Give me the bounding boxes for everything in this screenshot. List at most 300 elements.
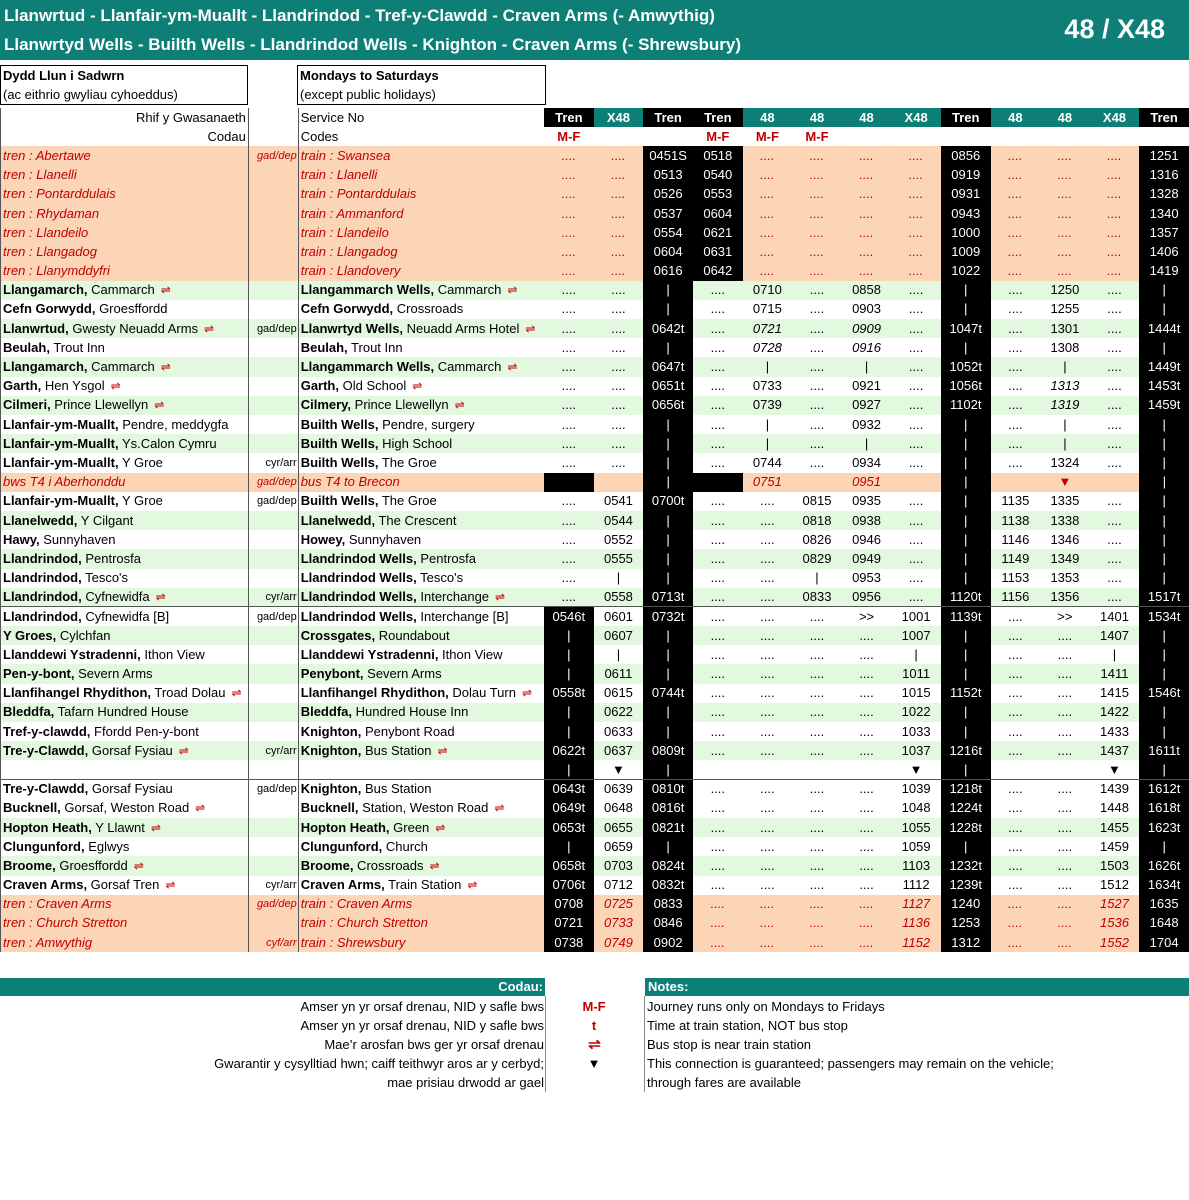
stop-place-welsh: Cylchfan [56, 627, 111, 643]
stop-name-welsh [1, 415, 249, 434]
time-cell: .... [743, 645, 793, 664]
time-cell: .... [743, 626, 793, 645]
time-cell: .... [891, 549, 941, 568]
time-cell: 0558t [544, 684, 594, 703]
time-cell: 0829 [792, 549, 842, 568]
stop-code [248, 166, 298, 185]
stop-row [1, 722, 1189, 741]
stop-place-english: Prince Llewellyn [351, 397, 449, 413]
stop-name-welsh [1, 760, 249, 779]
time-cell: .... [693, 876, 743, 895]
time-cell: .... [842, 856, 892, 875]
stop-town-welsh: Y Groes, [3, 627, 57, 643]
time-cell: 1001 [891, 607, 941, 626]
time-cell: .... [1090, 492, 1140, 511]
time-cell: 1546t [1139, 684, 1189, 703]
time-cell: 1634t [1139, 876, 1189, 895]
time-cell: 1338 [1040, 511, 1090, 530]
time-cell: | [1139, 626, 1189, 645]
time-cell: 0653t [544, 818, 594, 837]
stop-name-welsh [1, 645, 249, 664]
time-cell [792, 473, 842, 492]
time-cell: 0622 [594, 703, 644, 722]
time-cell: .... [891, 166, 941, 185]
stop-code: gad/dep [248, 492, 298, 511]
time-cell: .... [891, 415, 941, 434]
stop-row [1, 281, 1189, 300]
time-cell: .... [991, 722, 1041, 741]
service-number: X48 [891, 108, 941, 127]
stop-place-english: train : Ammanford [300, 205, 404, 221]
stop-name-welsh [1, 741, 249, 760]
legend-english: This connection is guaranteed; passengers may remain on the vehicle; [647, 1056, 1054, 1071]
stop-name-english [298, 262, 544, 281]
time-cell: | [1139, 837, 1189, 856]
time-cell: .... [743, 204, 793, 223]
stop-row [1, 319, 1189, 338]
stop-row [1, 933, 1189, 952]
stop-name-english [298, 588, 544, 607]
time-cell: .... [544, 185, 594, 204]
stop-name-welsh [1, 837, 249, 856]
time-cell [1090, 473, 1140, 492]
stop-name-english [298, 511, 544, 530]
time-cell: 1152t [941, 684, 991, 703]
time-cell: | [941, 473, 991, 492]
time-cell: .... [991, 453, 1041, 472]
stop-place-welsh: Gorsaf Fysiau [88, 742, 173, 758]
service-code-cell [248, 108, 298, 127]
time-cell: | [743, 357, 793, 376]
stop-row [1, 588, 1189, 607]
stop-place-welsh: Cammarch [87, 282, 155, 298]
stop-place-welsh: Eglwys [84, 838, 130, 854]
journey-code [1139, 127, 1189, 146]
rail-icon: ⇌ [454, 398, 464, 413]
time-cell: .... [891, 588, 941, 607]
stop-name-english [298, 933, 544, 952]
stop-name-english [298, 492, 544, 511]
time-cell: .... [1040, 204, 1090, 223]
stop-name-english [298, 876, 544, 895]
time-cell: | [941, 530, 991, 549]
time-cell: .... [842, 818, 892, 837]
time-cell: 1527 [1090, 895, 1140, 914]
time-cell [693, 473, 743, 492]
time-cell: .... [1090, 166, 1140, 185]
stop-name-english [298, 549, 544, 568]
time-cell: .... [1090, 511, 1140, 530]
time-cell: 0738 [544, 933, 594, 952]
rail-icon: ⇌ [588, 1036, 600, 1053]
time-cell: 0846 [643, 914, 693, 933]
stop-place-english: Interchange [B] [416, 608, 509, 624]
time-cell: .... [991, 856, 1041, 875]
time-cell: .... [693, 530, 743, 549]
time-cell: 0622t [544, 741, 594, 760]
time-cell: .... [544, 146, 594, 165]
stop-row [1, 549, 1189, 568]
time-cell [842, 760, 892, 779]
time-cell: | [842, 357, 892, 376]
stop-place-english: Penybont Road [361, 723, 455, 739]
journey-code [842, 127, 892, 146]
time-cell: .... [991, 281, 1041, 300]
stop-name-english [298, 607, 544, 626]
time-cell: .... [1090, 530, 1140, 549]
service-number: Tren [693, 108, 743, 127]
time-cell: | [941, 626, 991, 645]
time-cell: .... [842, 933, 892, 952]
time-cell: | [643, 415, 693, 434]
time-cell: | [743, 434, 793, 453]
time-cell: | [743, 415, 793, 434]
stop-name-welsh [1, 185, 249, 204]
time-cell: .... [743, 607, 793, 626]
time-cell: | [1040, 415, 1090, 434]
stop-place-welsh: Pendre, meddygfa [118, 416, 229, 432]
stop-place-english: train : Llangadog [300, 243, 398, 259]
time-cell: | [643, 549, 693, 568]
time-cell: .... [594, 377, 644, 396]
time-cell: 1448 [1090, 799, 1140, 818]
time-cell: .... [991, 818, 1041, 837]
stop-name-english [298, 357, 544, 376]
stop-town-english: Llanwrtyd Wells, [300, 320, 404, 336]
stop-place-welsh: Severn Arms [74, 666, 153, 682]
time-cell: .... [792, 645, 842, 664]
time-cell: .... [1090, 549, 1140, 568]
stop-town-english: Llanelwedd, [300, 512, 376, 528]
time-cell: | [1139, 281, 1189, 300]
stop-code [248, 799, 298, 818]
stop-place-welsh: tren : Abertawe [3, 147, 91, 163]
stop-code: cyr/arr [248, 741, 298, 760]
stop-name-welsh [1, 626, 249, 645]
time-cell: 0721 [544, 914, 594, 933]
stop-town-welsh: Llandrindod, [3, 589, 82, 605]
time-cell: .... [544, 300, 594, 319]
time-cell: 0604 [643, 242, 693, 261]
service-number: 48 [792, 108, 842, 127]
stop-row [1, 837, 1189, 856]
journey-code [941, 127, 991, 146]
time-cell: .... [991, 262, 1041, 281]
stop-name-english [298, 242, 544, 261]
time-cell: .... [792, 415, 842, 434]
time-cell [544, 473, 594, 492]
time-cell: 1316 [1139, 166, 1189, 185]
time-cell: .... [743, 856, 793, 875]
journey-code [1090, 127, 1140, 146]
stop-town-english: Craven Arms, [300, 877, 385, 893]
time-cell: >> [1040, 607, 1090, 626]
time-cell: 1415 [1090, 684, 1140, 703]
stop-name-english [298, 319, 544, 338]
stop-place-welsh: Tafarn Hundred House [54, 704, 189, 720]
time-cell: 0544 [594, 511, 644, 530]
stop-name-welsh [1, 664, 249, 683]
time-cell: .... [594, 166, 644, 185]
stop-code [248, 626, 298, 645]
stop-town-welsh: Llanwrtud, [3, 320, 69, 336]
time-cell: | [1139, 473, 1189, 492]
time-cell: .... [792, 895, 842, 914]
stop-town-welsh: Bucknell, [3, 800, 61, 816]
time-cell: .... [991, 799, 1041, 818]
stop-code: gad/dep [248, 607, 298, 626]
time-cell: .... [891, 338, 941, 357]
time-cell: .... [792, 434, 842, 453]
service-number: 48 [1040, 108, 1090, 127]
time-cell: 0604 [693, 204, 743, 223]
time-cell: 1048 [891, 799, 941, 818]
stop-town-welsh: Tre-y-Clawdd, [3, 781, 89, 797]
time-cell: 1250 [1040, 281, 1090, 300]
stop-row [1, 166, 1189, 185]
time-cell: 0513 [643, 166, 693, 185]
rail-icon: ⇌ [150, 820, 160, 835]
time-cell: 1007 [891, 626, 941, 645]
time-cell: .... [743, 703, 793, 722]
stop-place-welsh: Groesffordd [95, 301, 168, 317]
time-cell: 1353 [1040, 569, 1090, 588]
time-cell: | [891, 645, 941, 664]
time-cell: 0816t [643, 799, 693, 818]
time-cell: | [792, 569, 842, 588]
time-cell: .... [792, 166, 842, 185]
stop-town-english: Llandrindod Wells, [300, 550, 417, 566]
stop-place-english: Crossroads [353, 857, 424, 873]
stop-code [248, 300, 298, 319]
time-cell: 1232t [941, 856, 991, 875]
time-cell: 1000 [941, 223, 991, 242]
time-cell: .... [693, 914, 743, 933]
codes-code-cell [248, 127, 298, 146]
time-cell: | [941, 645, 991, 664]
time-cell: 0700t [643, 492, 693, 511]
stop-town-welsh: Hopton Heath, [3, 819, 92, 835]
stop-code [248, 262, 298, 281]
codes-label-welsh: Codau [1, 127, 249, 146]
time-cell: .... [792, 914, 842, 933]
time-cell: 0732t [643, 607, 693, 626]
stop-place-welsh: Ithon View [140, 646, 205, 662]
time-cell: 0932 [842, 415, 892, 434]
stop-town-english: Crossgates, [300, 627, 376, 643]
time-cell: 0537 [643, 204, 693, 223]
time-cell: .... [693, 511, 743, 530]
time-cell: 1022 [891, 703, 941, 722]
time-cell: 1357 [1139, 223, 1189, 242]
time-cell: .... [1040, 933, 1090, 952]
time-cell: .... [1040, 799, 1090, 818]
time-cell: | [941, 837, 991, 856]
stop-row [1, 242, 1189, 261]
time-cell: .... [544, 549, 594, 568]
time-cell: | [544, 722, 594, 741]
stop-name-english [298, 684, 544, 703]
time-cell: .... [842, 645, 892, 664]
stop-town-english: Builth Wells, [300, 454, 379, 470]
time-cell: 0749 [594, 933, 644, 952]
time-cell: .... [693, 453, 743, 472]
time-cell: .... [792, 357, 842, 376]
stop-name-welsh [1, 242, 249, 261]
time-cell: .... [842, 876, 892, 895]
rail-icon: ⇌ [525, 321, 535, 336]
time-cell: 0607 [594, 626, 644, 645]
time-cell: 1319 [1040, 396, 1090, 415]
time-cell: | [941, 760, 991, 779]
time-cell: .... [743, 223, 793, 242]
stop-row [1, 914, 1189, 933]
time-cell: .... [693, 281, 743, 300]
time-cell: .... [1040, 166, 1090, 185]
stop-place-welsh: Y Groe [118, 493, 163, 509]
time-cell: 0655 [594, 818, 644, 837]
rail-icon: ⇌ [507, 283, 517, 298]
time-cell: .... [991, 895, 1041, 914]
time-cell: .... [743, 837, 793, 856]
time-cell: .... [842, 166, 892, 185]
time-cell: .... [743, 588, 793, 607]
stop-name-welsh [1, 262, 249, 281]
time-cell: 0715 [743, 300, 793, 319]
time-cell: .... [693, 549, 743, 568]
stop-row [1, 664, 1189, 683]
time-cell: .... [743, 569, 793, 588]
legend-row [0, 1035, 1189, 1054]
stop-code [248, 837, 298, 856]
stop-name-welsh [1, 530, 249, 549]
stop-name-welsh [1, 856, 249, 875]
time-cell: .... [544, 530, 594, 549]
time-cell: .... [842, 626, 892, 645]
connection-row [1, 760, 1189, 779]
legend-code: M-F [582, 999, 606, 1014]
time-cell: 1112 [891, 876, 941, 895]
time-cell: .... [1090, 300, 1140, 319]
time-cell: .... [743, 684, 793, 703]
stop-town-english: Llandrindod Wells, [300, 570, 417, 586]
time-cell: .... [991, 703, 1041, 722]
codes-label-english: Codes [298, 127, 544, 146]
service-number: 48 [991, 108, 1041, 127]
stop-code: cyr/arr [248, 876, 298, 895]
stop-place-welsh: tren : Rhydaman [3, 205, 100, 221]
stop-name-welsh [1, 146, 249, 165]
stop-row [1, 511, 1189, 530]
time-cell: 0832t [643, 876, 693, 895]
stop-place-english: Interchange [416, 589, 490, 605]
stop-code: gad/dep [248, 319, 298, 338]
time-cell: | [941, 511, 991, 530]
time-cell: | [643, 703, 693, 722]
time-cell: | [643, 760, 693, 779]
time-cell: .... [991, 780, 1041, 799]
time-cell: 1052t [941, 357, 991, 376]
time-cell: 1503 [1090, 856, 1140, 875]
time-cell: 0616 [643, 262, 693, 281]
stop-place-welsh: Hen Ysgol [41, 378, 105, 394]
stop-town-english: Llanfihangel Rhydithon, [300, 685, 449, 701]
stop-code [248, 415, 298, 434]
stop-name-english [298, 204, 544, 223]
stop-town-welsh: Garth, [3, 378, 42, 394]
time-cell: 0526 [643, 185, 693, 204]
stop-place-welsh: Trout Inn [49, 339, 105, 355]
rail-icon: ⇌ [165, 878, 175, 893]
time-cell: .... [792, 607, 842, 626]
time-cell: .... [991, 204, 1041, 223]
time-cell: .... [594, 262, 644, 281]
stop-name-english [298, 415, 544, 434]
stop-row [1, 799, 1189, 818]
stop-town-english: Beulah, [300, 339, 348, 355]
stop-place-english: Old School [339, 378, 407, 394]
time-cell: 0909 [842, 319, 892, 338]
stop-code: gad/dep [248, 473, 298, 492]
legend-code [546, 1035, 642, 1054]
legend-welsh: Amser yn yr orsaf drenau, NID y safle bws [300, 1018, 544, 1033]
time-cell: 1437 [1090, 741, 1140, 760]
time-cell: 0951 [842, 473, 892, 492]
time-cell: .... [991, 876, 1041, 895]
time-cell: .... [693, 569, 743, 588]
time-cell: .... [594, 357, 644, 376]
time-cell: .... [1040, 242, 1090, 261]
time-cell: 0555 [594, 549, 644, 568]
stop-row [1, 146, 1189, 165]
stop-town-welsh: Craven Arms, [3, 877, 88, 893]
stop-name-welsh [1, 223, 249, 242]
days-box-english [297, 65, 546, 105]
stop-place-english: Trout Inn [347, 339, 403, 355]
stop-name-welsh [1, 434, 249, 453]
time-cell: | [941, 300, 991, 319]
time-cell: 0540 [693, 166, 743, 185]
stop-row [1, 453, 1189, 472]
time-cell: .... [743, 799, 793, 818]
time-cell: .... [693, 434, 743, 453]
stop-name-welsh [1, 319, 249, 338]
time-cell: .... [991, 933, 1041, 952]
stop-town-english: Broome, [300, 857, 354, 873]
time-cell: | [941, 453, 991, 472]
time-cell: .... [594, 223, 644, 242]
stop-name-english [298, 396, 544, 415]
time-cell: 0615 [594, 684, 644, 703]
time-cell: 0541 [594, 492, 644, 511]
time-cell: 1146 [991, 530, 1041, 549]
time-cell: .... [991, 664, 1041, 683]
stop-place-english: Cammarch [434, 359, 502, 375]
time-cell: .... [991, 607, 1041, 626]
time-cell: .... [594, 146, 644, 165]
time-cell: .... [1090, 453, 1140, 472]
time-cell: .... [1040, 223, 1090, 242]
time-cell: .... [594, 300, 644, 319]
time-cell: .... [991, 377, 1041, 396]
rail-icon: ⇌ [507, 360, 517, 375]
time-cell: 1152 [891, 933, 941, 952]
time-cell: .... [693, 492, 743, 511]
time-cell: .... [693, 607, 743, 626]
stop-place-welsh: Sunnyhaven [39, 531, 116, 547]
time-cell: .... [743, 933, 793, 952]
time-cell [1040, 760, 1090, 779]
